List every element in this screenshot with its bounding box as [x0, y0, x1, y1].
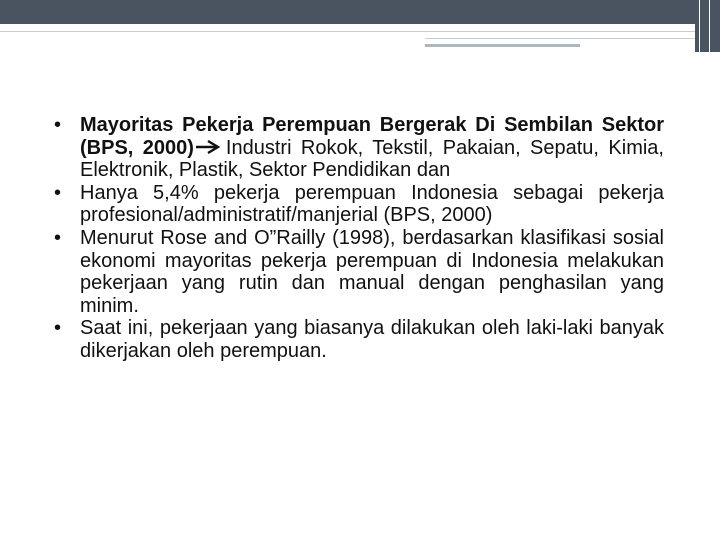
- slide-body: [52, 114, 664, 363]
- bullet-marker: •: [54, 226, 62, 249]
- bullet-text: Hanya 5,4% pekerja perempuan Indonesia sebagai pekerja profesional/administratif/manjerial (BPS, 2000): [80, 181, 664, 227]
- bullet-bold-text: Mayoritas Pekerja Perempuan Bergerak Di Sembilan Sektor (BPS, 2000): [80, 114, 664, 159]
- bullet-item: [52, 317, 664, 362]
- bullet-list: [52, 114, 664, 363]
- bullet-item: [52, 227, 664, 317]
- header-bar: [0, 0, 720, 24]
- bullet-item: [52, 114, 664, 182]
- corner-accent-line: [709, 0, 710, 52]
- header-rule: [425, 38, 695, 39]
- right-arrow-icon: [194, 139, 226, 155]
- bullet-item: [52, 182, 664, 227]
- header-rule-accent: [425, 44, 580, 47]
- bullet-marker: •: [54, 181, 62, 204]
- bullet-marker: •: [54, 114, 62, 136]
- header-rule: [0, 31, 695, 32]
- bullet-text: Saat ini, pekerjaan yang biasanya dilakukan oleh laki-laki banyak dikerjakan oleh perempuan.: [80, 317, 664, 362]
- bullet-text: Industri Rokok, Tekstil, Pakaian, Sepatu, Kimia, Elektronik, Plastik, Sektor Pendidikan dan: [80, 136, 664, 182]
- bullet-marker: •: [54, 317, 62, 340]
- bullet-text: Menurut Rose and O”Railly (1998), berdasarkan klasifikasi sosial ekonomi mayoritas pekerja perempuan di Indonesia melakukan pekerjaan yang rutin dan manual dengan penghasilan yang minim.: [80, 226, 664, 317]
- corner-accent-line: [699, 0, 700, 52]
